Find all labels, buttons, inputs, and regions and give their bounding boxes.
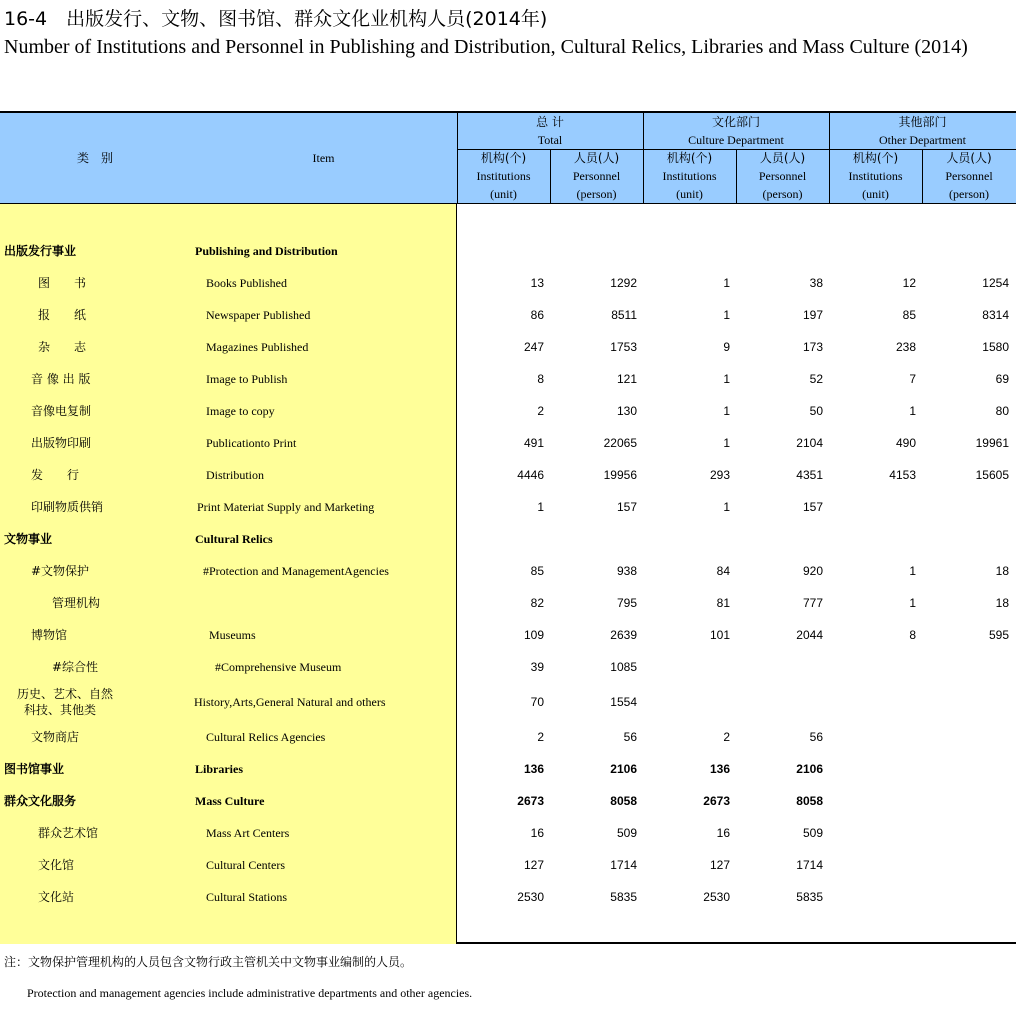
cell-value: 18 [995,596,1009,610]
cell-value: 52 [809,372,823,386]
row-label-en: Image to Publish [206,372,288,386]
cell-value: 157 [802,500,823,514]
cell-value: 1 [909,404,916,418]
row-label-en: Magazines Published [206,340,309,354]
cell-value: 247 [523,340,544,354]
row-label-en: Distribution [206,468,265,482]
header-institutions: 机构(个) Institutions (unit) [848,151,903,201]
cell-value: 1714 [796,858,823,872]
cell-value: 1554 [610,695,637,709]
cell-value: 1 [723,308,730,322]
cell-value: 136 [709,762,730,776]
cell-value: 938 [616,564,637,578]
header-item-en: Item [312,151,335,165]
table-row [0,687,1016,717]
row-label-en: Cultural Relics Agencies [206,730,326,744]
cell-value: 8058 [796,794,823,808]
cell-value: 491 [523,436,544,450]
table-row [0,498,1016,516]
cell-value: 127 [523,858,544,872]
cell-value: 4446 [517,468,544,482]
cell-value: 777 [802,596,823,610]
cell-value: 86 [530,308,544,322]
row-label-en: Print Materiat Supply and Marketing [197,500,375,514]
table-row [0,370,1016,388]
cell-value: 2530 [517,890,544,904]
cell-value: 80 [995,404,1009,418]
table-header [0,113,1016,204]
row-label-cn: 管理机构 [52,596,101,610]
row-label-en: Cultural Centers [206,858,285,872]
table-row [0,728,1016,746]
cell-value: 509 [802,826,823,840]
header-personnel: 人员(人) Personnel (person) [758,151,807,201]
table-row [0,402,1016,420]
cell-value: 2639 [610,628,637,642]
cell-value: 1 [723,372,730,386]
table-row [0,274,1016,292]
cell-value: 1 [909,596,916,610]
cell-value: 2530 [703,890,730,904]
cell-value: 8 [909,628,916,642]
table-row [0,562,1016,580]
cell-value: 38 [809,276,823,290]
cell-value: 109 [523,628,544,642]
table-row [0,242,1016,260]
row-label-en: Mass Art Centers [206,826,290,840]
cell-value: 1580 [982,340,1009,354]
cell-value: 238 [895,340,916,354]
cell-value: 13 [530,276,544,290]
header-group-culture: 文化部门 Culture Department [688,115,784,147]
table-row [0,760,1016,778]
cell-value: 2 [537,730,544,744]
cell-value: 4351 [796,468,823,482]
row-label-cn: 文物商店 [31,730,80,744]
cell-value: 293 [709,468,730,482]
header-personnel: 人员(人) Personnel (person) [945,151,993,201]
cell-value: 1 [537,500,544,514]
row-label-en: #Protection and ManagementAgencies [203,564,389,578]
cell-value: 2106 [796,762,823,776]
cell-value: 84 [716,564,730,578]
table-row [0,888,1016,906]
cell-value: 9 [723,340,730,354]
row-label-cn: 文化馆 [38,858,75,872]
row-label-cn: 出版物印刷 [31,436,92,450]
table-row [0,306,1016,324]
row-label-cn: 群众文化服务 [4,794,77,808]
cell-value: 4153 [889,468,916,482]
row-label-cn: 音像电复制 [31,404,92,418]
cell-value: 127 [709,858,730,872]
cell-value: 136 [523,762,544,776]
cell-value: 1 [723,500,730,514]
row-label-en: Publishing and Distribution [195,244,338,258]
row-label-cn: 图书馆事业 [4,762,65,776]
cell-value: 1 [723,436,730,450]
cell-value: 7 [909,372,916,386]
table-row [0,594,1016,612]
table-row [0,658,1016,676]
cell-value: 16 [716,826,730,840]
cell-value: 1 [909,564,916,578]
table-row [0,792,1016,810]
row-label-en: Newspaper Published [206,308,311,322]
cell-value: 1085 [610,660,637,674]
row-label-cn: 文化站 [38,890,75,904]
row-label-cn: 群众艺术馆 [38,826,99,840]
row-label-cn: 发 行 [31,468,80,482]
cell-value: 920 [802,564,823,578]
cell-value: 15605 [975,468,1009,482]
cell-value: 173 [802,340,823,354]
cell-value: 2 [723,730,730,744]
cell-value: 39 [530,660,544,674]
cell-value: 12 [902,276,916,290]
header-institutions: 机构(个) Institutions (unit) [662,151,717,201]
row-label-cn: 文物事业 [4,532,53,546]
cell-value: 1 [723,276,730,290]
row-label-en: Museums [209,628,256,642]
row-label-cn: 印刷物质供销 [31,500,104,514]
cell-value: 19961 [975,436,1009,450]
cell-value: 509 [616,826,637,840]
table-row [0,824,1016,842]
row-label-en: Mass Culture [195,794,265,808]
cell-value: 81 [716,596,730,610]
row-label-cn: 博物馆 [31,628,68,642]
cell-value: 5835 [610,890,637,904]
row-label-cn: #文物保护 [31,564,90,578]
row-label-cn: 图 书 [38,276,87,290]
row-label-en: Libraries [195,762,243,776]
cell-value: 2 [537,404,544,418]
row-label-en: Books Published [206,276,288,290]
cell-value: 1753 [610,340,637,354]
row-label-cn: 音 像 出 版 [31,372,91,386]
table-row [0,466,1016,484]
cell-value: 2673 [517,794,544,808]
data-table [0,111,1016,944]
cell-value: 8 [537,372,544,386]
cell-value: 101 [709,628,730,642]
cell-value: 1714 [610,858,637,872]
cell-value: 595 [988,628,1009,642]
row-label-en: History,Arts,General Natural and others [194,695,386,709]
cell-value: 490 [895,436,916,450]
cell-value: 22065 [603,436,637,450]
cell-value: 197 [802,308,823,322]
title-english: Number of Institutions and Personnel in Publishing and Distribution, Cultural Relics, Libraries and Mass Culture (2014) [4,36,968,58]
cell-value: 2673 [703,794,730,808]
row-label-en: Publicationto Print [206,436,297,450]
row-label-en: Image to copy [206,404,275,418]
row-label-cn: #综合性 [52,660,99,674]
row-label-cn-line2: 科技、其他类 [24,703,97,717]
row-label-cn: 杂 志 [38,340,87,354]
cell-value: 157 [616,500,637,514]
cell-value: 2104 [796,436,823,450]
footnote-en: Protection and management agencies include administrative departments and other agencies. [27,986,473,1000]
cell-value: 19956 [603,468,637,482]
title-chinese: 16-4 出版发行、文物、图书馆、群众文化业机构人员(2014年) [4,8,548,30]
table-row [0,856,1016,874]
row-label-en: #Comprehensive Museum [215,660,342,674]
row-label-cn: 出版发行事业 [4,244,77,258]
cell-value: 5835 [796,890,823,904]
table-row [0,338,1016,356]
table-row [0,626,1016,644]
cell-value: 8314 [982,308,1009,322]
cell-value: 121 [616,372,637,386]
header-group-total: 总 计 Total [536,115,564,147]
cell-value: 2044 [796,628,823,642]
cell-value: 56 [623,730,637,744]
cell-value: 795 [616,596,637,610]
cell-value: 85 [530,564,544,578]
row-label-en: Cultural Relics [195,532,273,546]
cell-value: 82 [530,596,544,610]
header-personnel: 人员(人) Personnel (person) [572,151,621,201]
header-item-cn: 类 别 [76,151,113,165]
cell-value: 130 [616,404,637,418]
cell-value: 1292 [610,276,637,290]
footnote-cn: 注：文物保护管理机构的人员包含文物行政主管机关中文物事业编制的人员。 [4,955,413,969]
table-row [0,434,1016,452]
cell-value: 70 [530,695,544,709]
cell-value: 85 [902,308,916,322]
cell-value: 1254 [982,276,1009,290]
cell-value: 18 [995,564,1009,578]
cell-value: 8511 [611,308,637,322]
row-label-en: Cultural Stations [206,890,287,904]
cell-value: 16 [530,826,544,840]
cell-value: 8058 [610,794,637,808]
row-label-cn: 报 纸 [38,308,87,322]
header-institutions: 机构(个) Institutions (unit) [476,151,531,201]
cell-value: 56 [809,730,823,744]
cell-value: 50 [809,404,823,418]
header-group-other: 其他部门 Other Department [879,115,966,147]
cell-value: 69 [995,372,1009,386]
cell-value: 1 [723,404,730,418]
row-label-cn: 历史、艺术、自然 [17,687,114,701]
table-row [0,530,1016,548]
cell-value: 2106 [610,762,637,776]
